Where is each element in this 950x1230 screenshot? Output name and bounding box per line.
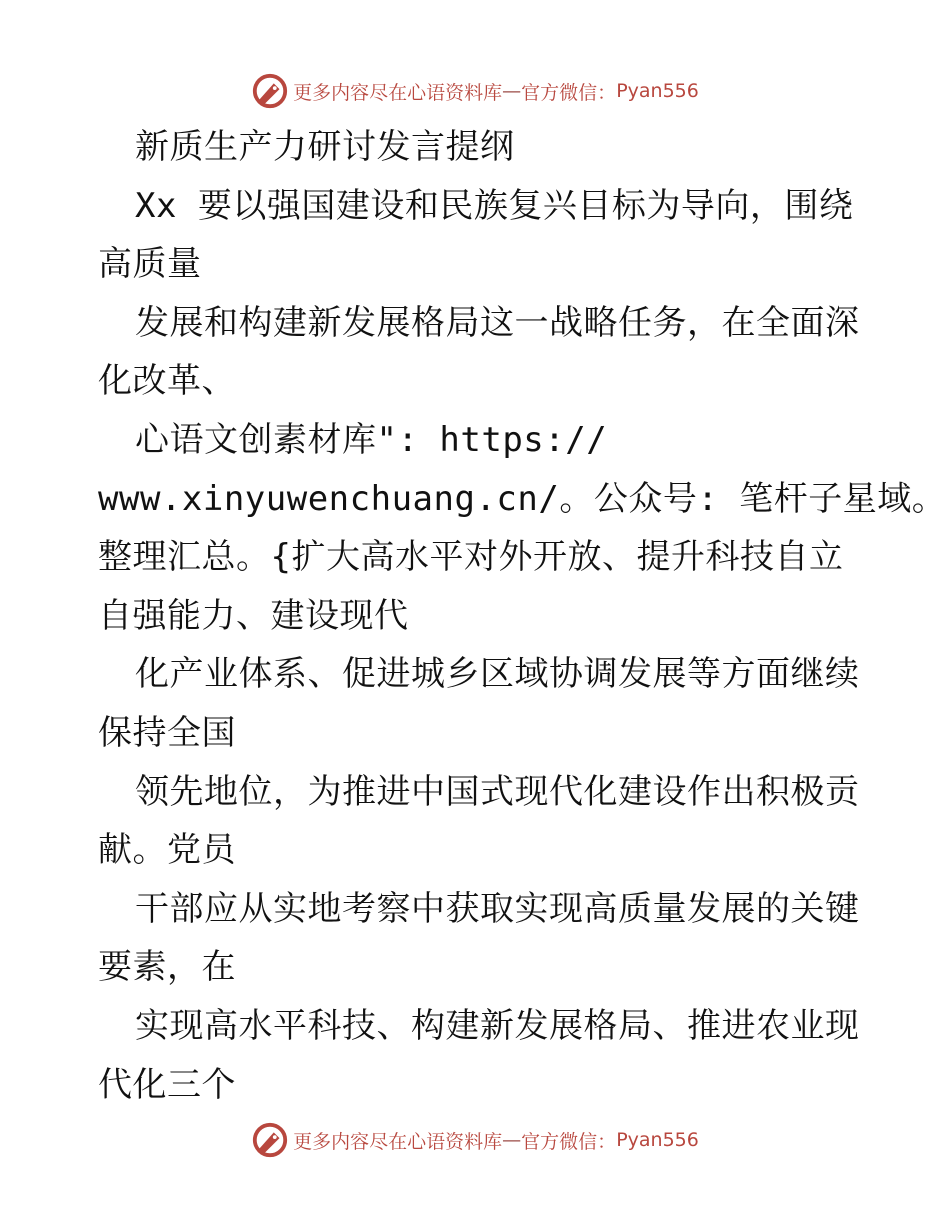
paragraph-line: 干部应从实地考察中获取实现高质量发展的关键	[135, 888, 860, 929]
paragraph-line: 化改革、	[98, 361, 236, 402]
document-title: 新质生产力研讨发言提纲	[135, 127, 515, 167]
banner-wechat-label: 官方微信：	[521, 1130, 617, 1153]
banner-text: 更多内容尽在心语资料库	[293, 1130, 503, 1153]
paragraph-line: www.xinyuwenchuang.cn/。公众号: 笔杆子星域。	[98, 478, 947, 519]
banner-wechat-id: Pyan556	[616, 1129, 699, 1151]
header-banner	[0, 71, 950, 111]
pen-nib-logo-icon	[251, 72, 289, 110]
paragraph-line: 化产业体系、促进城乡区域协调发展等方面继续	[135, 654, 860, 695]
pen-nib-logo-icon	[251, 1121, 289, 1159]
banner-text: 更多内容尽在心语资料库	[293, 81, 503, 104]
paragraph-line: 献。党员	[98, 830, 236, 871]
paragraph-line: 领先地位，为推进中国式现代化建设作出积极贡	[135, 771, 860, 812]
paragraph-line: Xx 要以强国建设和民族复兴目标为导向，围绕	[135, 185, 854, 226]
banner-wechat-label: 官方微信：	[521, 81, 617, 104]
paragraph-line: 整理汇总。{扩大高水平对外开放、提升科技自立	[98, 537, 844, 578]
paragraph-line: 发展和构建新发展格局这一战略任务，在全面深	[135, 302, 860, 343]
banner-wechat-id: Pyan556	[616, 80, 699, 102]
paragraph-line: 自强能力、建设现代	[98, 595, 409, 636]
paragraph-line: 心语文创素材库": https://	[135, 419, 608, 460]
banner-separator: —	[502, 80, 522, 102]
paragraph-line: 保持全国	[98, 712, 236, 753]
paragraph-line: 实现高水平科技、构建新发展格局、推进农业现	[135, 1005, 860, 1046]
banner-separator: —	[502, 1129, 522, 1151]
footer-banner	[0, 1120, 950, 1160]
paragraph-line: 代化三个	[98, 1064, 236, 1105]
document-body	[98, 118, 947, 1114]
paragraph-line: 高质量	[98, 244, 202, 285]
paragraph-line: 要素，在	[98, 947, 236, 988]
